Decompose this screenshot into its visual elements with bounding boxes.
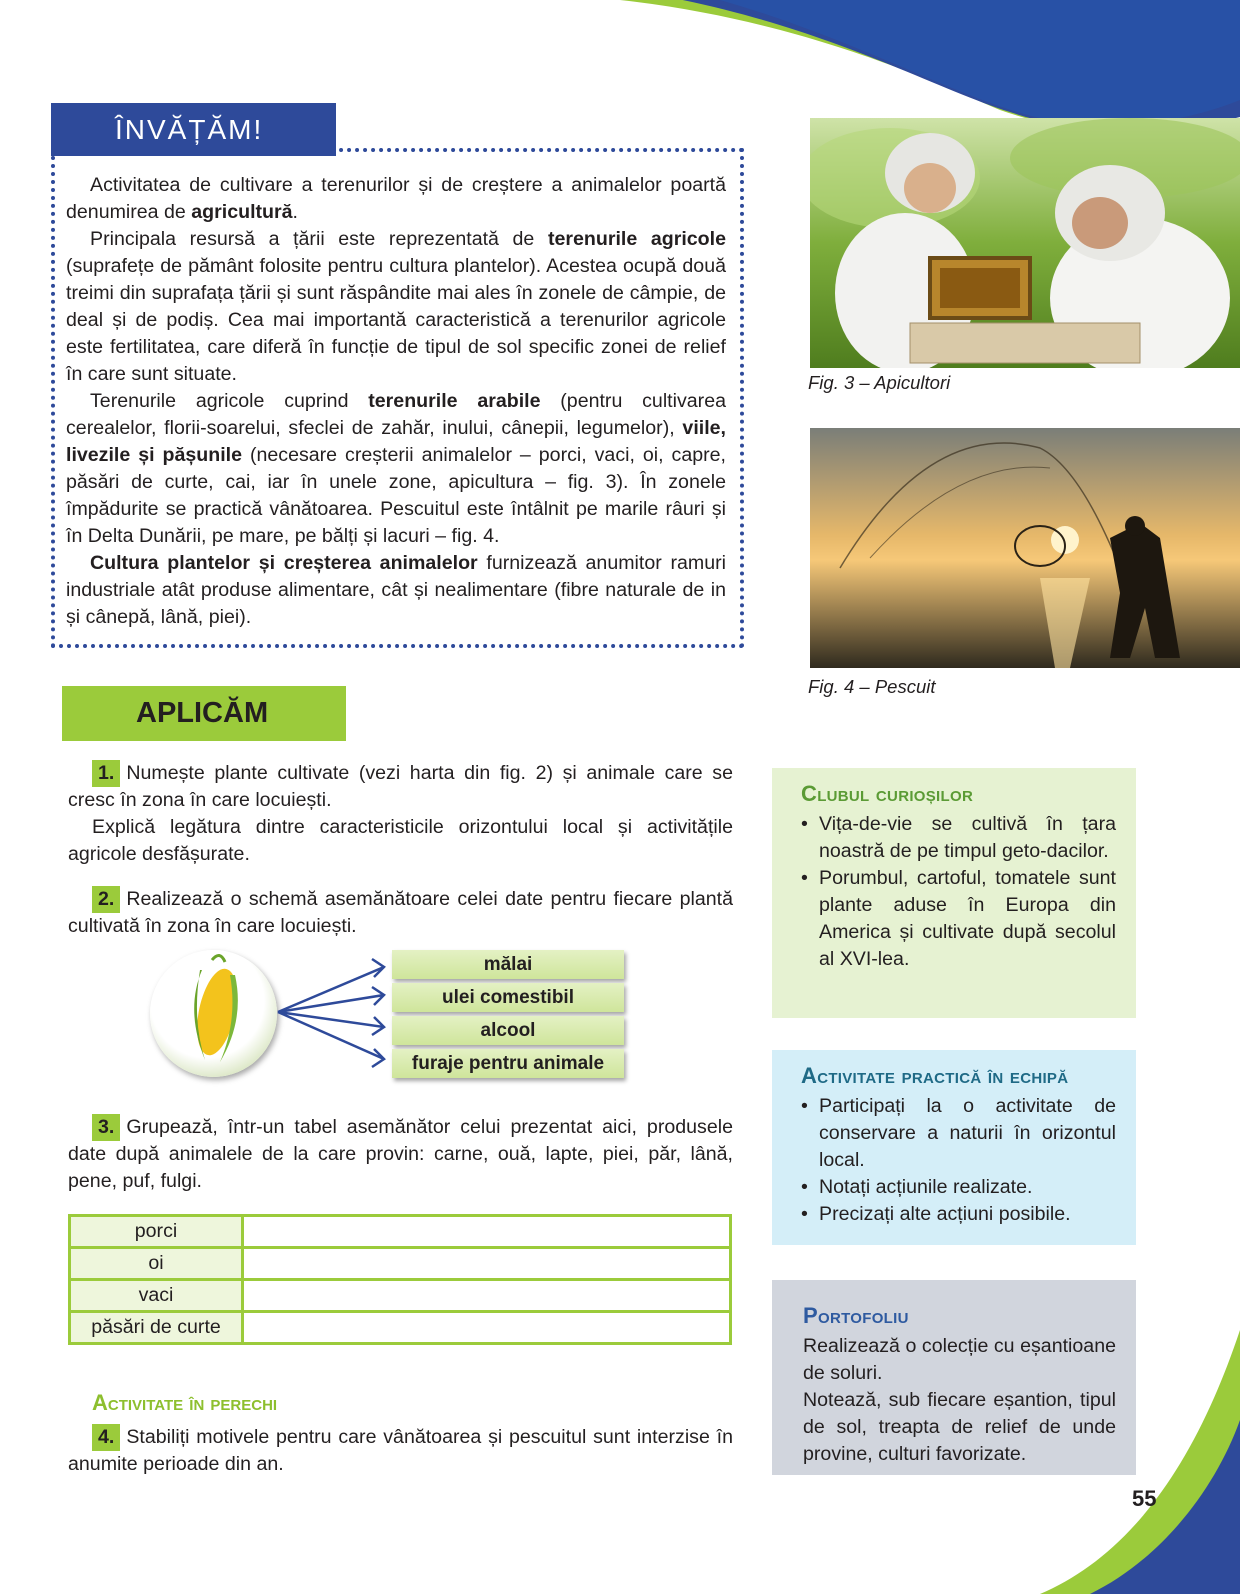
table-cell-empty [243, 1312, 731, 1344]
page-number: 55 [1132, 1486, 1157, 1511]
exercise-number: 4. [92, 1424, 120, 1451]
products-table [68, 1214, 732, 1345]
table-cell-empty [243, 1248, 731, 1280]
table-row [70, 1280, 731, 1312]
list-item: • Vița-de-vie se cultivă în țara noastră de pe timpul geto-dacilor. [801, 811, 1116, 865]
pairs-activity-title: Activitate în perechi [92, 1390, 278, 1415]
portofoliu-text: Notează, sub fiecare eșantion, tipul de sol, treapta de relief de unde provine, culturi favorizate. [803, 1389, 1116, 1465]
table-cell-animal: oi [70, 1248, 243, 1280]
table-cell-animal: vaci [70, 1280, 243, 1312]
exercise-3: 3. Grupează, într-un tabel asemănător celui prezentat aici, produsele date după animalele de la care provin: carne, ouă, lapte, piei, păr, lână, pene, puf, fulgi. [68, 1116, 733, 1192]
exercise-number: 3. [92, 1114, 120, 1141]
section-title-invatam: ÎNVĂȚĂM! [51, 103, 336, 156]
list-item: • Porumbul, cartoful, tomatele sunt plante aduse în Europa din America și cultivate după secolul al XVI-lea. [801, 865, 1116, 973]
exercise-number: 1. [92, 760, 120, 787]
table-row [70, 1312, 731, 1344]
practica-title: Activitate practică în echipă [801, 1063, 1069, 1088]
exercise-2: 2. Realizează o schemă asemănătoare celei date pentru fiecare plantă cultivată în zona în care locuiești. [68, 888, 733, 937]
fig3-caption: Fig. 3 – Apicultori [808, 372, 951, 393]
schema-item: ulei comestibil [392, 983, 624, 1012]
corn-illustration [150, 950, 277, 1077]
schema-arrows [276, 955, 396, 1085]
section-title-aplicam: APLICĂM [62, 686, 346, 741]
clubul-curiosilor-box [772, 768, 1136, 1018]
invatam-text: Activitatea de cultivare a terenurilor și de creștere a animalelor poartă denumirea de agricultură. Principala resursă a țării este reprezentată de terenurile agricole (suprafețe de pământ folosite pentru cultura plantelor). Acestea ocupă două treimi din suprafața țării și sunt răspândite mai ales în zonele de câmpie, de deal și de podiș. Cea mai importantă caracteristică a terenurilor agricole este fertilitatea, care diferă în funcție de tipul de sol specific zonei de relief în care sunt situate. Terenurile agricole cuprind terenurile arabile (pentru cultivarea cerealelor, florii-soarelui, sfeclei de zahăr, inului, cânepii, legumelor), viile, livezile și pășunile (necesare creșterii animalelor – porci, vaci, oi, capre, păsări de curte, cai, iar în unele zone, apicultura – fig. 3). În zonele împădurite se practică vânătoarea. Pescuitul este întâlnit pe marile râuri și în Delta Dunării, pe mare, pe bălți și lacuri – fig. 4. Cultura plantelor și creșterea animalelor furnizează anumitor ramuri industriale atât produse alimentare, cât și nealimentare (fibre naturale de in și cânepă, lână, piei). [66, 174, 726, 628]
exercise-1: 1. Numește plante cultivate (vezi harta din fig. 2) și animale care se cresc în zona în care locuiești. Explică legătura dintre caracteristicile orizontului local și activitățile agricole desfășurate. [68, 762, 733, 865]
portofoliu-text: Realizează o colecție cu eșantioane de soluri. [803, 1335, 1116, 1384]
exercise-4: 4. Stabiliți motivele pentru care vânătoarea și pescuitul sunt interzise în anumite perioade din an. [68, 1426, 733, 1475]
table-cell-animal: porci [70, 1216, 243, 1248]
table-cell-empty [243, 1280, 731, 1312]
fig4-caption: Fig. 4 – Pescuit [808, 676, 936, 697]
activitate-practica-box [772, 1050, 1136, 1245]
exercise-number: 2. [92, 886, 120, 913]
schema-item: mălai [392, 950, 624, 979]
list-item: • Participați la o activitate de conservare a naturii în orizontul local. [801, 1093, 1116, 1174]
table-row [70, 1216, 731, 1248]
table-row [70, 1248, 731, 1280]
list-item: • Precizați alte acțiuni posibile. [801, 1201, 1116, 1228]
table-cell-empty [243, 1216, 731, 1248]
schema-item: alcool [392, 1016, 624, 1045]
portofoliu-title: Portofoliu [803, 1303, 909, 1328]
beekeepers-photo [810, 118, 1240, 368]
list-item: • Notați acțiunile realizate. [801, 1174, 1116, 1201]
fishing-photo [810, 428, 1240, 668]
table-cell-animal: păsări de curte [70, 1312, 243, 1344]
schema-item: furaje pentru animale [392, 1049, 624, 1078]
portofoliu-box [772, 1280, 1136, 1475]
clubul-title: Clubul curioșilor [801, 781, 974, 806]
